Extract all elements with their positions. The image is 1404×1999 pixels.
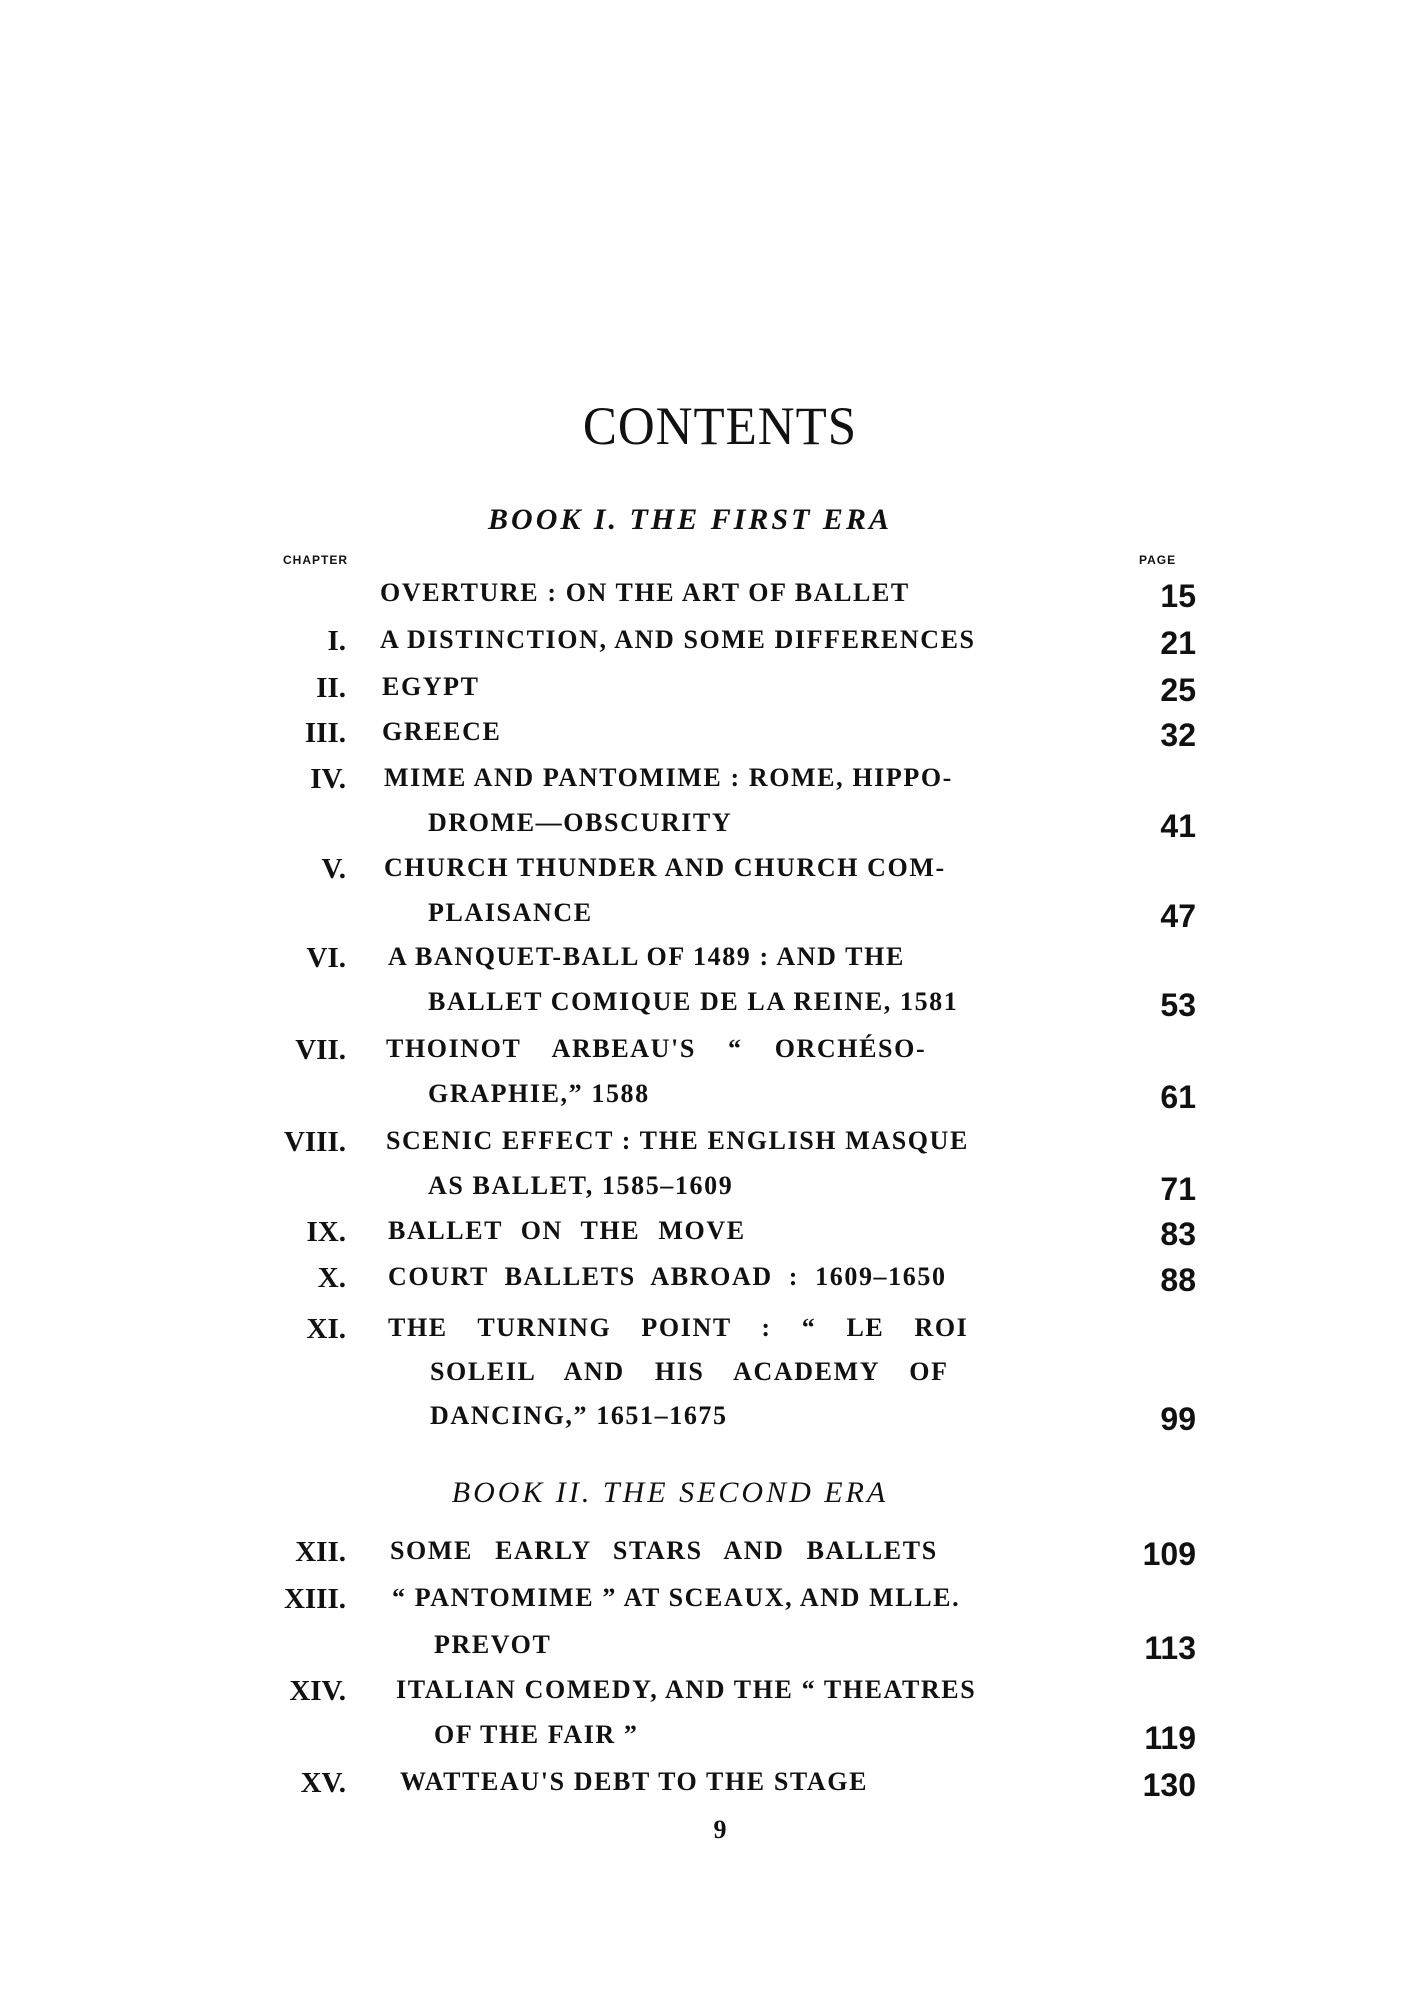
chapter-title: OVERTURE : ON THE ART OF BALLET <box>380 578 910 607</box>
chapter-number: XI. <box>306 1313 346 1345</box>
chapter-title: BALLET ON THE MOVE <box>388 1216 746 1245</box>
chapter-number: VIII. <box>283 1126 346 1158</box>
chapter-number: V. <box>321 853 346 885</box>
chapter-number: I. <box>327 625 346 657</box>
page-number: 99 <box>1160 1401 1196 1437</box>
chapter-number: XIV. <box>289 1675 346 1707</box>
page-number: 21 <box>1160 625 1196 661</box>
chapter-title: MIME AND PANTOMIME : ROME, HIPPO- DROME—OBSCURITY <box>384 763 953 837</box>
chapter-title: GREECE <box>382 717 502 746</box>
page-number: 113 <box>1144 1630 1196 1666</box>
page-number: 88 <box>1160 1262 1196 1298</box>
chapter-number: III. <box>304 717 346 749</box>
chapter-number: IV. <box>310 763 346 795</box>
page-number: 130 <box>1142 1767 1196 1803</box>
page-number: 32 <box>1160 717 1196 753</box>
book-one-heading: BOOK I. THE FIRST ERA <box>488 503 892 536</box>
page-number: 109 <box>1142 1536 1196 1572</box>
chapter-number: XV. <box>300 1767 346 1799</box>
chapter-number: IX. <box>306 1216 346 1248</box>
chapter-title: EGYPT <box>382 672 480 701</box>
chapter-title: ITALIAN COMEDY, AND THE “ THEATRES OF THE FAIR ” <box>396 1675 977 1749</box>
page-number: 15 <box>1160 578 1196 614</box>
page-number: 83 <box>1160 1216 1196 1252</box>
page-number: 41 <box>1160 808 1196 844</box>
page-number: 61 <box>1160 1079 1196 1115</box>
page-title: CONTENTS <box>582 397 858 457</box>
chapter-number: X. <box>317 1262 346 1294</box>
chapter-number: XII. <box>295 1536 346 1568</box>
chapter-title: A BANQUET-BALL OF 1489 : AND THE BALLET COMIQUE DE LA REINE, 1581 <box>388 942 959 1016</box>
chapter-title: WATTEAU'S DEBT TO THE STAGE <box>400 1767 869 1796</box>
book-two-heading: BOOK II. THE SECOND ERA <box>451 1476 889 1509</box>
chapter-title: A DISTINCTION, AND SOME DIFFERENCES <box>380 625 976 654</box>
page-number: 47 <box>1160 898 1196 934</box>
page-number: 71 <box>1160 1171 1196 1207</box>
chapter-title: SCENIC EFFECT : THE ENGLISH MASQUE AS BALLET, 1585–1609 <box>386 1126 969 1200</box>
chapter-title: “ PANTOMIME ” AT SCEAUX, AND MLLE. PREVOT <box>392 1583 961 1659</box>
chapter-title: THE TURNING POINT : “ LE ROI SOLEIL AND HIS ACADEMY OF DANCING,” 1651–1675 <box>388 1313 969 1430</box>
page-number: 53 <box>1160 987 1196 1023</box>
chapter-number: VII. <box>295 1034 346 1066</box>
page-footer-number: 9 <box>713 1815 727 1844</box>
chapter-title: CHURCH THUNDER AND CHURCH COM- PLAISANCE <box>384 853 946 927</box>
chapter-column-label: CHAPTER <box>283 553 349 567</box>
page-number: 25 <box>1160 672 1196 708</box>
chapter-number: II. <box>316 672 346 704</box>
chapter-number: XIII. <box>283 1583 346 1615</box>
chapter-title: COURT BALLETS ABROAD : 1609–1650 <box>388 1262 947 1291</box>
page-column-label: PAGE <box>1139 553 1177 567</box>
page-number: 119 <box>1144 1720 1196 1756</box>
chapter-title: SOME EARLY STARS AND BALLETS <box>390 1536 938 1565</box>
chapter-title: THOINOT ARBEAU'S “ ORCHÉSO- GRAPHIE,” 1588 <box>386 1034 927 1108</box>
chapter-number: VI. <box>306 942 346 974</box>
